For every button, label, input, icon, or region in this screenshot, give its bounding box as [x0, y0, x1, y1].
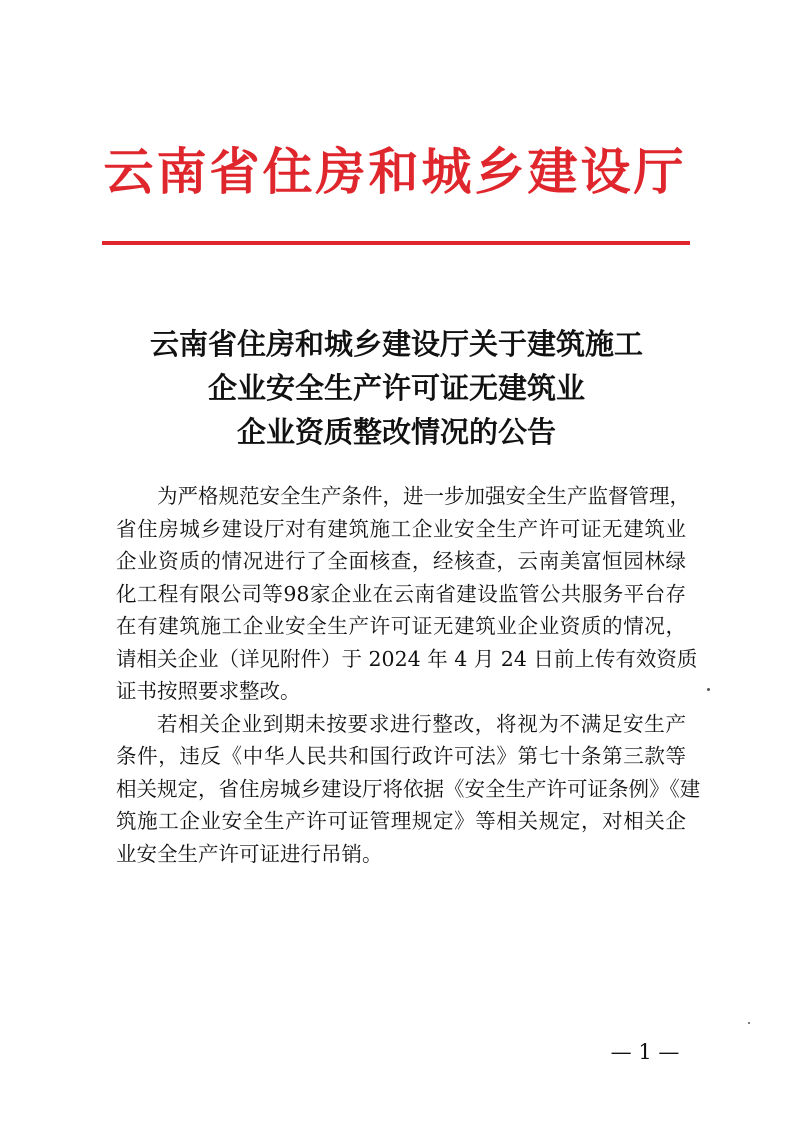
paragraph-1: [116, 480, 698, 708]
letterhead-red-rule: [102, 241, 690, 245]
title-line: 企业安全生产许可证无建筑业: [207, 371, 585, 405]
body-line: 省住房城乡建设厅对有建筑施工企业安全生产许可证无建筑业: [116, 516, 686, 541]
body-line: 化工程有限公司等98家企业在云南省建设监管公共服务平台存: [116, 581, 686, 606]
body-line: 证书按照要求整改。: [116, 679, 301, 703]
body-line: 相关规定，省住房城乡建设厅将依据《安全生产许可证条例》《建: [116, 776, 701, 801]
body-line: 请相关企业（详见附件）于 2024 年 4 月 24 日前上传有效资质: [116, 646, 698, 671]
body-line: 企业资质的情况进行了全面核查，经核查，云南美富恒园林绿: [116, 549, 686, 573]
paragraph-2: [116, 708, 701, 871]
title-line: 企业资质整改情况的公告: [236, 415, 556, 449]
body-line: 若相关企业到期未按要求进行整改，将视为不满足安生产: [157, 711, 686, 736]
page-number: — 1 —: [610, 1040, 680, 1064]
body-line: 业安全生产许可证进行吊销。: [116, 841, 383, 866]
body-line: 在有建筑施工企业安全生产许可证无建筑业企业资质的情况，: [116, 614, 686, 638]
body-line: 条件，违反《中华人民共和国行政许可法》第七十条第三款等: [116, 744, 686, 768]
letterhead-org-name: 云南省住房和城乡建设厅: [103, 142, 687, 201]
scan-speck: [748, 1022, 750, 1024]
scan-speck: [707, 688, 710, 691]
body-line: 为严格规范安全生产条件，进一步加强安全生产监督管理，: [157, 484, 690, 508]
body-line: 筑施工企业安全生产许可证管理规定》等相关规定，对相关企: [116, 809, 686, 833]
document-title: [60, 322, 733, 454]
document-body: [116, 480, 701, 870]
title-line: 云南省住房和城乡建设厅关于建筑施工: [149, 327, 643, 361]
